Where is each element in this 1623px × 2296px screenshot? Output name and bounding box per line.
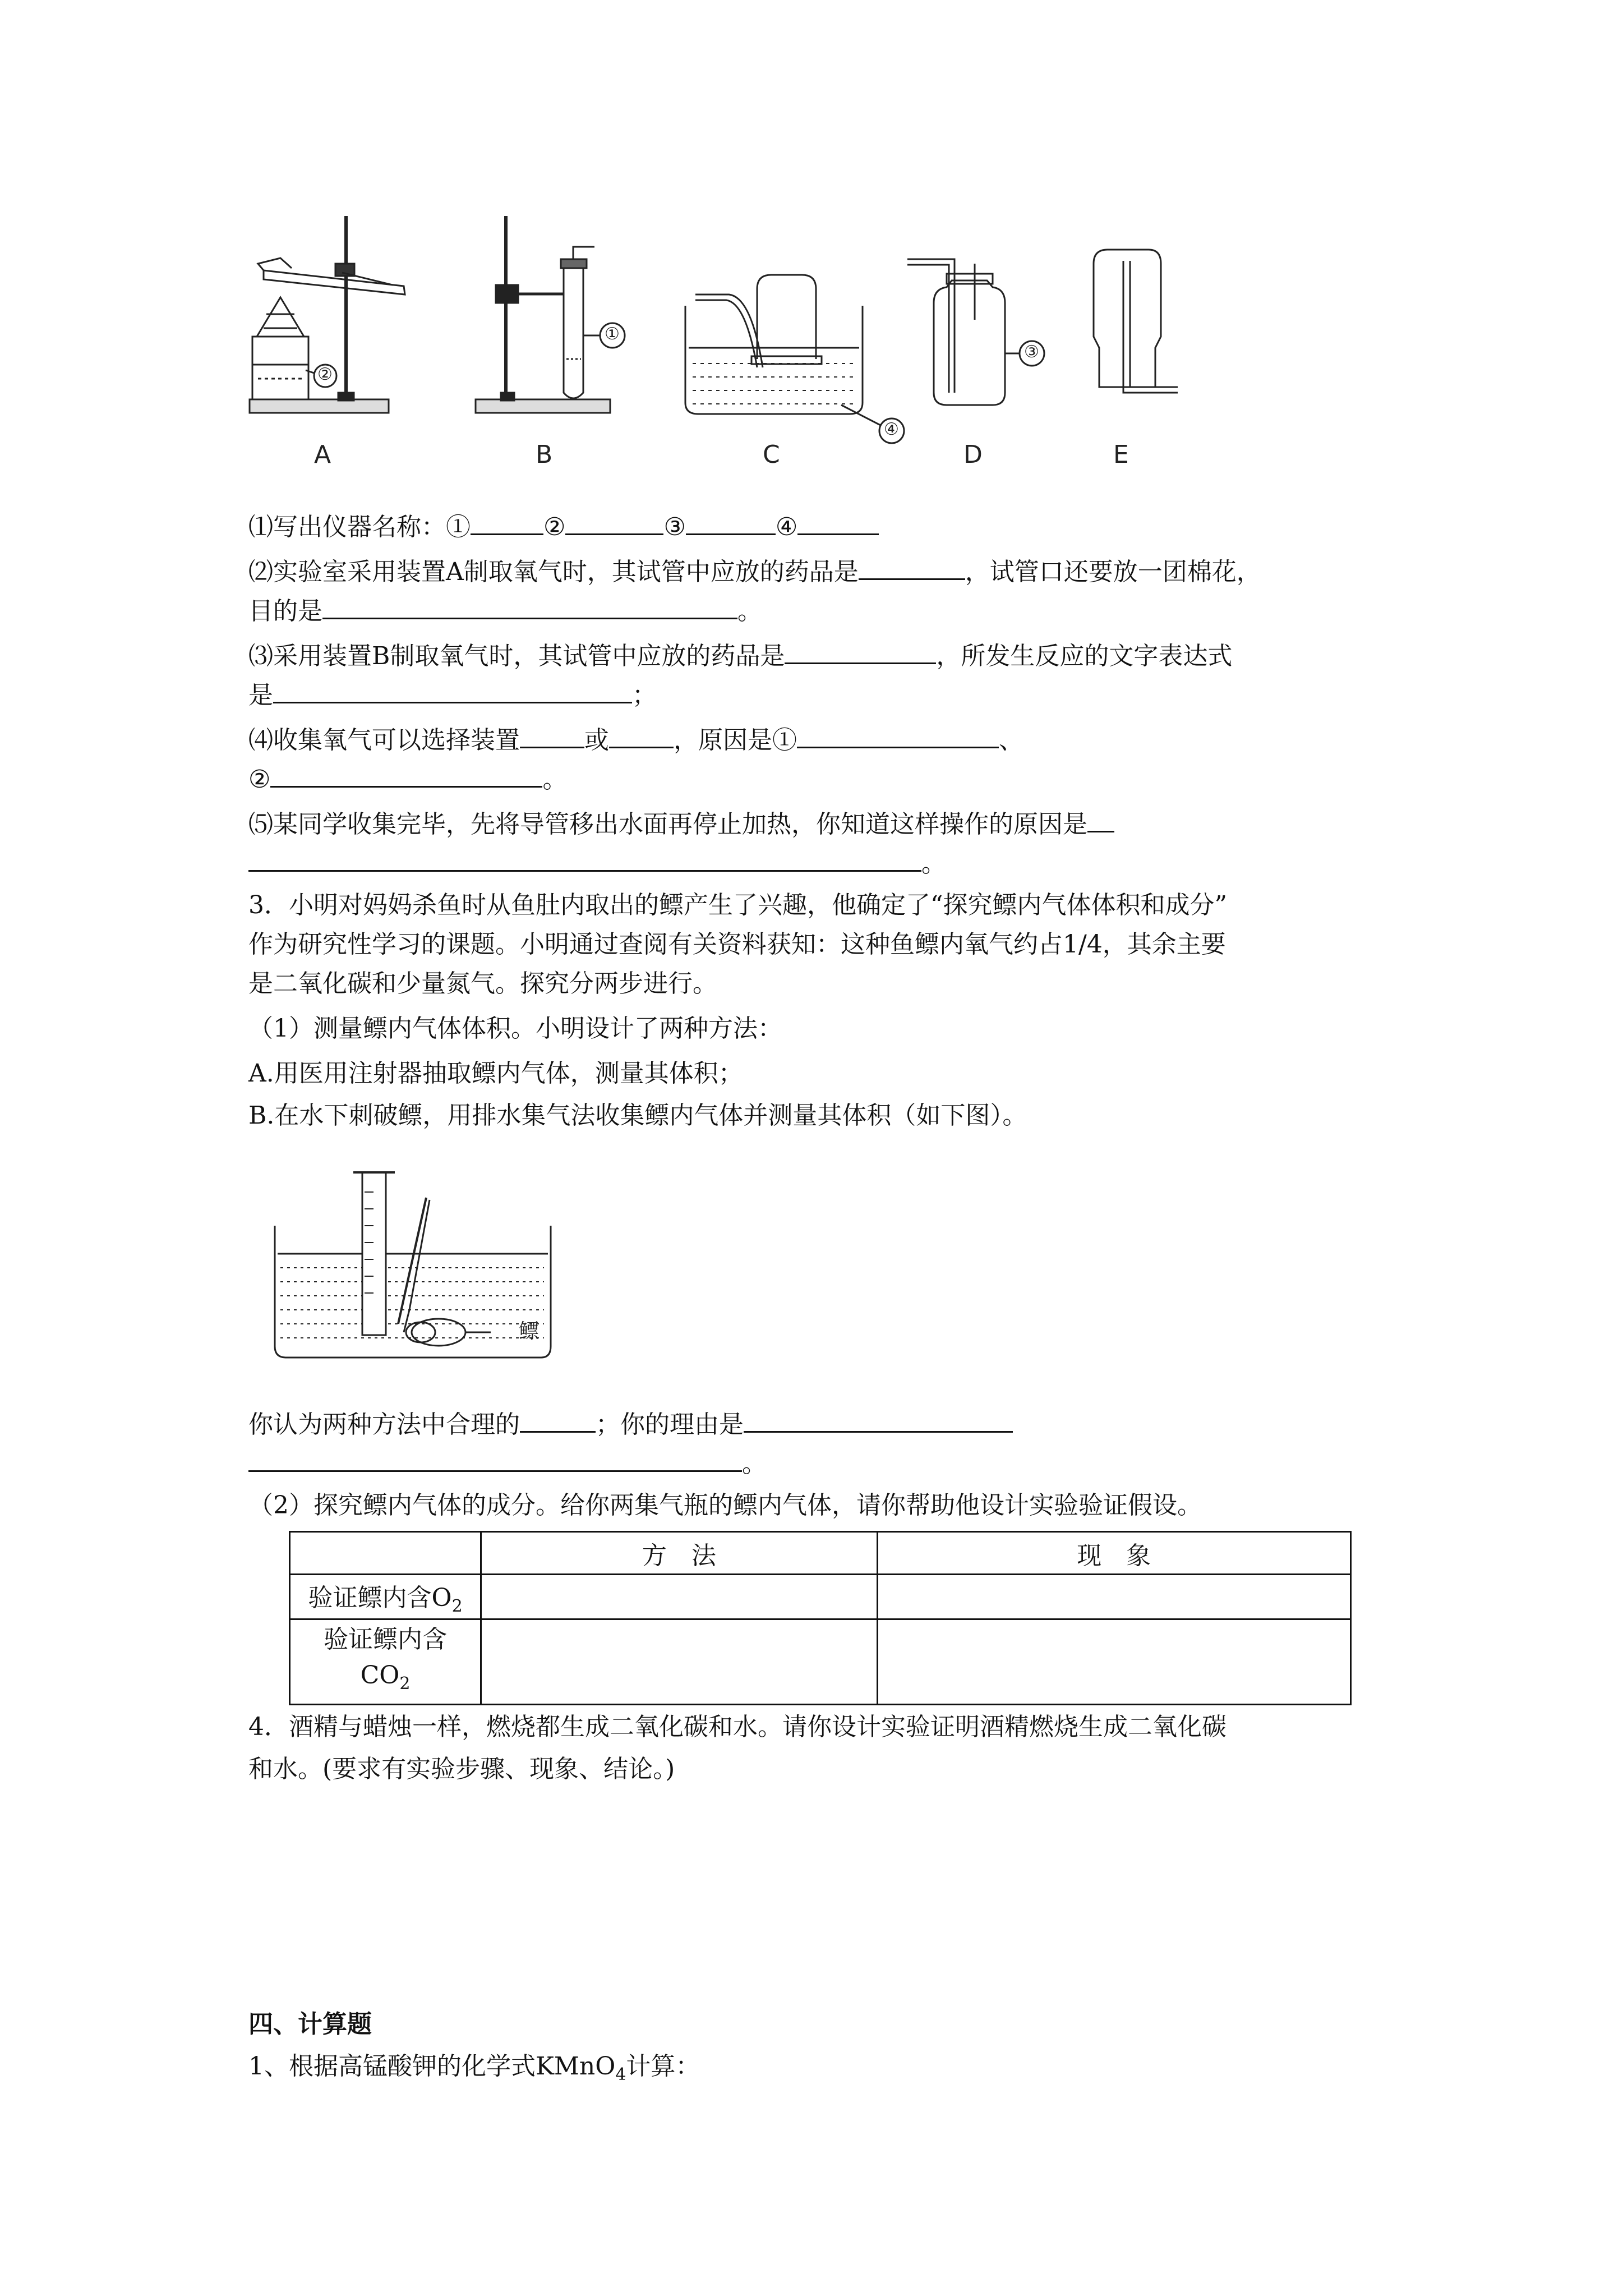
table-row-co2 (290, 1619, 481, 1705)
q4-text-a: ⑷收集氧气可以选择装置 (248, 726, 520, 754)
p3-sub-1: （1）测量鳔内气体体积。小明设计了两种方法： (248, 1014, 782, 1043)
collection-figure (264, 1164, 578, 1377)
p4-line-1: 4．酒精与蜡烛一样，燃烧都生成二氧化碳和水。请你设计实验证明酒精燃烧生成二氧化碳 (248, 1713, 1227, 1741)
q3-text-c: 是 (248, 681, 273, 710)
q5-blank-1[interactable] (1087, 805, 1114, 832)
table-header-method: 方 法 (481, 1532, 877, 1575)
callout-2: ② (317, 365, 333, 384)
figure-label-a: A (314, 440, 331, 469)
p3-blank-2[interactable] (744, 1405, 1013, 1433)
cell-o2-method[interactable] (481, 1575, 877, 1619)
q1-blank-1[interactable] (471, 508, 543, 535)
q5-text-a: ⑸某同学收集完毕，先将导管移出水面再停止加热，你知道这样操作的原因是 (248, 810, 1087, 839)
q3-blank-2[interactable] (273, 676, 632, 703)
q1-text: ⑴写出仪器名称： (248, 513, 446, 541)
apparatus-d (907, 259, 1044, 405)
row-o2-label: 验证鳔内含O (308, 1584, 452, 1613)
figure-label-e: E (1113, 440, 1129, 469)
row-co2-label-b: CO (360, 1661, 400, 1690)
p3-option-a: A.用医用注射器抽取鳔内气体，测量其体积； (248, 1059, 743, 1088)
q3-text-d: ； (632, 681, 657, 710)
q1-blank-2[interactable] (565, 508, 663, 535)
figure-label-d: D (963, 440, 983, 469)
callout-1: ① (605, 324, 620, 344)
row-o2-sub: 2 (451, 1596, 463, 1616)
q5-line-2 (248, 844, 946, 880)
q4-blank-3[interactable] (797, 721, 999, 748)
q2-text-a: ⑵实验室采用装置A制取氧气时，其试管中应放的药品是 (248, 558, 859, 586)
row-co2-sub: 2 (399, 1673, 411, 1694)
q4-blank-4[interactable] (270, 760, 542, 788)
q4-text-c: ，原因是① (674, 726, 797, 754)
figure-label-c: C (763, 440, 780, 469)
apparatus-b (476, 216, 625, 413)
p3-option-b: B.在水下刺破鳔，用排水集气法收集鳔内气体并测量其体积（如下图）。 (248, 1101, 1027, 1130)
table-row-o2 (290, 1575, 481, 1619)
q2-text-b: ，试管口还要放一团棉花， (965, 558, 1261, 586)
p3-line-2: 作为研究性学习的课题。小明通过查阅有关资料获知：这种鱼鳔内氧气约占1/4，其余主要 (248, 930, 1226, 959)
p3-blank-3[interactable] (248, 1444, 742, 1472)
p3-line-3: 是二氧化碳和少量氮气。探究分两步进行。 (248, 969, 717, 998)
q5-text-b: 。 (921, 849, 946, 878)
q3-line-2 (248, 676, 657, 712)
p3-ask-line (248, 1405, 1013, 1441)
cell-co2-phenomenon[interactable] (877, 1619, 1350, 1705)
callout-3: ③ (1024, 342, 1039, 362)
q4-blank-2[interactable] (609, 721, 674, 748)
q2-blank-2[interactable] (322, 592, 737, 619)
q1-blank-3[interactable] (686, 508, 776, 535)
q1-mark-2: ② (543, 513, 566, 541)
p3-ask-b: ；你的理由是 (596, 1410, 744, 1439)
q4-line-2 (248, 760, 567, 796)
p3-ask-end: 。 (742, 1450, 767, 1478)
q1-mark-3: ③ (663, 513, 686, 541)
table-corner (290, 1532, 481, 1575)
p3-blank-1[interactable] (520, 1405, 596, 1433)
p3-ask-line-2 (248, 1444, 767, 1480)
q4-text-f: 。 (542, 765, 568, 794)
p3-line-1: 3．小明对妈妈杀鱼时从鱼肚内取出的鳔产生了兴趣，他确定了“探究鳔内气体体积和成分” (248, 891, 1227, 919)
verification-table (289, 1531, 1352, 1705)
q5-line-1 (248, 805, 1114, 841)
section-4-q1-sub: 4 (615, 2064, 626, 2085)
p3-sub-2: （2）探究鳔内气体的成分。给你两集气瓶的鳔内气体，请你帮助他设计实验验证假设。 (248, 1491, 1202, 1520)
section-4-q1 (248, 2050, 700, 2091)
q4-line-1 (248, 721, 1023, 757)
q3-text-a: ⑶采用装置B制取氧气时，其试管中应放的药品是 (248, 642, 785, 670)
q2-line-2 (248, 592, 762, 628)
q4-text-b: 或 (584, 726, 609, 754)
p4-line-2: 和水。(要求有实验步骤、现象、结论。) (248, 1755, 675, 1783)
apparatus-c (685, 275, 904, 443)
section-4-q1-end: 计算： (626, 2052, 700, 2081)
table-header-phenomenon: 现 象 (877, 1532, 1350, 1575)
q1-mark-4: ④ (775, 513, 798, 541)
q2-text-c: 目的是 (248, 597, 322, 625)
q2-blank-1[interactable] (859, 553, 965, 580)
section-4-q1-text: 1、根据高锰酸钾的化学式KMnO (248, 2052, 616, 2081)
callout-4: ④ (884, 420, 899, 439)
q5-blank-2[interactable] (248, 844, 921, 872)
q1-blank-4[interactable] (797, 508, 879, 535)
cell-o2-phenomenon[interactable] (877, 1575, 1350, 1619)
row-co2-label-a: 验证鳔内含 (324, 1625, 448, 1654)
q4-text-e: ② (248, 765, 271, 794)
q3-line-1 (248, 637, 1232, 673)
swim-bladder-label: 鳔 (519, 1320, 540, 1343)
cell-co2-method[interactable] (481, 1619, 877, 1705)
apparatus-e (1094, 250, 1178, 393)
section-4-heading: 四、计算题 (248, 2010, 372, 2039)
p3-ask-a: 你认为两种方法中合理的 (248, 1410, 520, 1439)
q2-text-d: 。 (737, 597, 762, 625)
figure-label-b: B (536, 440, 553, 469)
q3-text-b: ，所发生反应的文字表达式 (936, 642, 1233, 670)
q3-blank-1[interactable] (785, 637, 936, 664)
q1-line (248, 508, 879, 544)
q2-line-1 (248, 553, 1261, 588)
q4-blank-1[interactable] (520, 721, 584, 748)
q4-text-d: 、 (999, 726, 1023, 754)
apparatus-figure (0, 0, 1623, 505)
q1-mark-1: ① (446, 513, 471, 541)
